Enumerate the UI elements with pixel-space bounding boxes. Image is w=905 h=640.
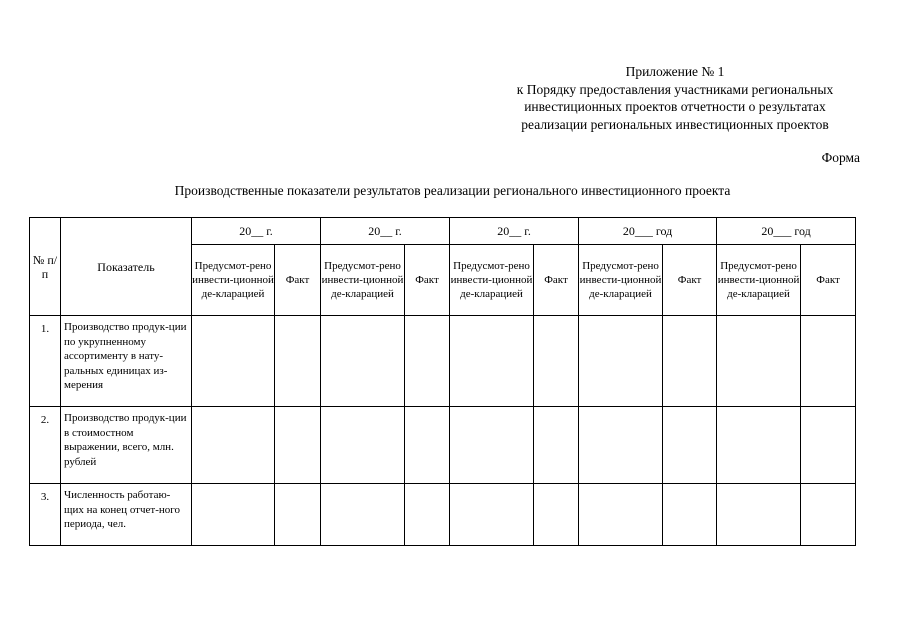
document-title: Производственные показатели результатов реализации регионального инвестиционного проекта (174, 183, 731, 198)
data-cell (534, 484, 579, 546)
planned-header: Предусмот-рено инвести-ционной де-кларацией (579, 245, 663, 316)
year-header: 20__ г. (321, 218, 450, 245)
data-cell (192, 484, 275, 546)
data-cell (192, 316, 275, 407)
column-header-number: № п/п (30, 218, 61, 316)
data-cell (663, 316, 717, 407)
data-cell (663, 484, 717, 546)
data-cell (801, 484, 856, 546)
data-cell (534, 316, 579, 407)
fact-header: Факт (534, 245, 579, 316)
appendix-line: реализации региональных инвестиционных проектов (521, 116, 829, 132)
row-indicator: Производство продук-ции в стоимостном выражении, всего, млн. рублей (61, 407, 192, 484)
table-row (30, 316, 856, 407)
data-cell (275, 316, 321, 407)
appendix-line: к Порядку предоставления участниками региональных (516, 81, 834, 97)
data-cell (405, 484, 450, 546)
row-indicator: Производство продук-ции по укрупненному ассортименту в нату-ральных единицах из-мерения (61, 316, 192, 407)
data-cell (321, 484, 405, 546)
data-cell (579, 407, 663, 484)
data-cell (321, 316, 405, 407)
row-number: 3. (30, 484, 61, 546)
data-cell (275, 407, 321, 484)
data-cell (579, 316, 663, 407)
data-cell (450, 316, 534, 407)
row-number: 1. (30, 316, 61, 407)
data-cell (534, 407, 579, 484)
appendix-line: инвестиционных проектов отчетности о результатах (524, 99, 826, 114)
data-cell (450, 484, 534, 546)
fact-header: Факт (801, 245, 856, 316)
data-cell (192, 407, 275, 484)
data-cell (405, 316, 450, 407)
column-header-indicator: Показатель (61, 218, 192, 316)
data-cell (717, 316, 801, 407)
data-cell (801, 316, 856, 407)
year-header: 20__ г. (450, 218, 579, 245)
year-header: 20___ год (579, 218, 717, 245)
row-number: 2. (30, 407, 61, 484)
data-cell (450, 407, 534, 484)
data-cell (717, 484, 801, 546)
data-cell (663, 407, 717, 484)
table-row (30, 484, 856, 546)
planned-header: Предусмот-рено инвести-ционной де-кларацией (321, 245, 405, 316)
data-cell (579, 484, 663, 546)
data-cell (321, 407, 405, 484)
planned-header: Предусмот-рено инвести-ционной де-кларацией (192, 245, 275, 316)
year-header: 20__ г. (192, 218, 321, 245)
data-cell (717, 407, 801, 484)
planned-header: Предусмот-рено инвести-ционной де-кларацией (717, 245, 801, 316)
fact-header: Факт (663, 245, 717, 316)
fact-header: Факт (405, 245, 450, 316)
appendix-header (470, 63, 880, 133)
table-row (30, 407, 856, 484)
indicators-table (29, 217, 856, 546)
form-label: Форма (821, 150, 860, 165)
year-header: 20___ год (717, 218, 856, 245)
data-cell (275, 484, 321, 546)
planned-header: Предусмот-рено инвести-ционной де-кларацией (450, 245, 534, 316)
row-indicator: Численность работаю-щих на конец отчет-ного периода, чел. (61, 484, 192, 546)
fact-header: Факт (275, 245, 321, 316)
data-cell (801, 407, 856, 484)
appendix-number: Приложение № 1 (625, 64, 725, 79)
data-cell (405, 407, 450, 484)
